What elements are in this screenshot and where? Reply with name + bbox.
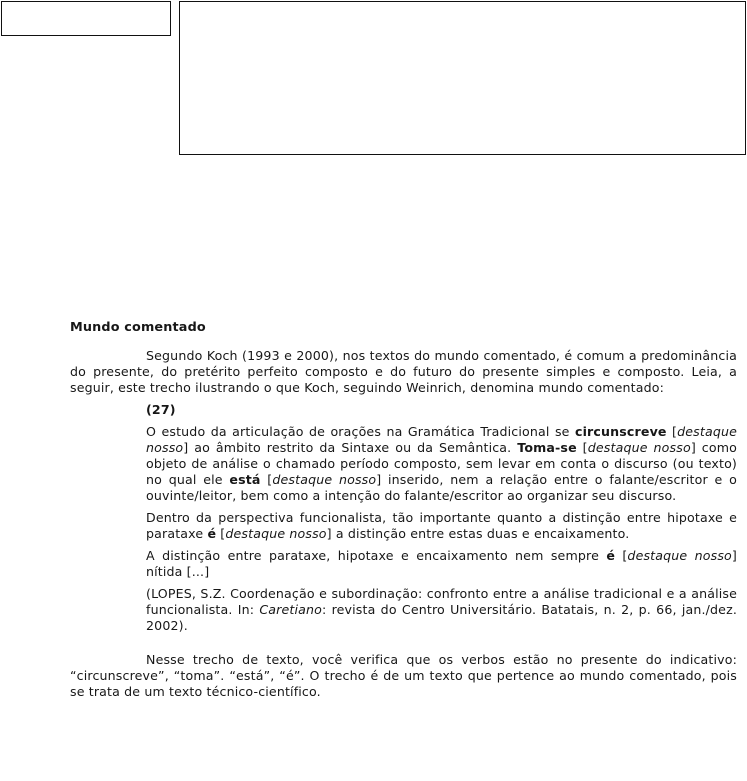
document-body [70, 320, 737, 700]
example-number: (27) [146, 402, 176, 417]
quote-paragraph-3: A distinção entre parataxe, hipotaxe e encaixamento nem sempre é [destaque nosso] nítida [...] [146, 548, 737, 579]
intro-paragraph: Segundo Koch (1993 e 2000), nos textos do mundo comentado, é comum a predominância do presente, do pretérito perfeito composto e do futuro do presente simples e composto. Leia, a seguir, este trecho ilustrando o que Koch, seguindo Weinrich, denomina mundo comentado: [70, 348, 737, 395]
quote-paragraph-1: O estudo da articulação de orações na Gramática Tradicional se circunscreve [destaque nosso] ao âmbito restrito da Sintaxe ou da Semântica. Toma-se [destaque nosso] como objeto de análise o chamado período composto, sem levar em conta o discurso (ou texto) no qual ele está [destaque nosso] inserido, nem a relação entre o falante/escritor e o ouvinte/leitor, bem como a intenção do falante/escritor ao organizar seu discurso. [146, 424, 737, 503]
conclusion-paragraph: Nesse trecho de texto, você verifica que os verbos estão no presente do indicativo: “circunscreve”, “toma”. “está”, “é”. O trecho é de um texto que pertence ao mundo comentado, pois se trata de um texto técnico-científico. [70, 652, 737, 699]
citation: (LOPES, S.Z. Coordenação e subordinação: confronto entre a análise tradicional e a análise funcionalista. In: Caretiano: revista do Centro Universitário. Batatais, n. 2, p. 66, jan./dez. 2002). [146, 586, 737, 633]
quote-block [146, 402, 737, 634]
quote-paragraph-2: Dentro da perspectiva funcionalista, tão importante quanto a distinção entre hipotaxe e parataxe é [destaque nosso] a distinção entre estas duas e encaixamento. [146, 510, 737, 541]
answer-box-large [179, 1, 746, 155]
section-heading: Mundo comentado [70, 320, 206, 335]
answer-box-small [1, 1, 171, 36]
